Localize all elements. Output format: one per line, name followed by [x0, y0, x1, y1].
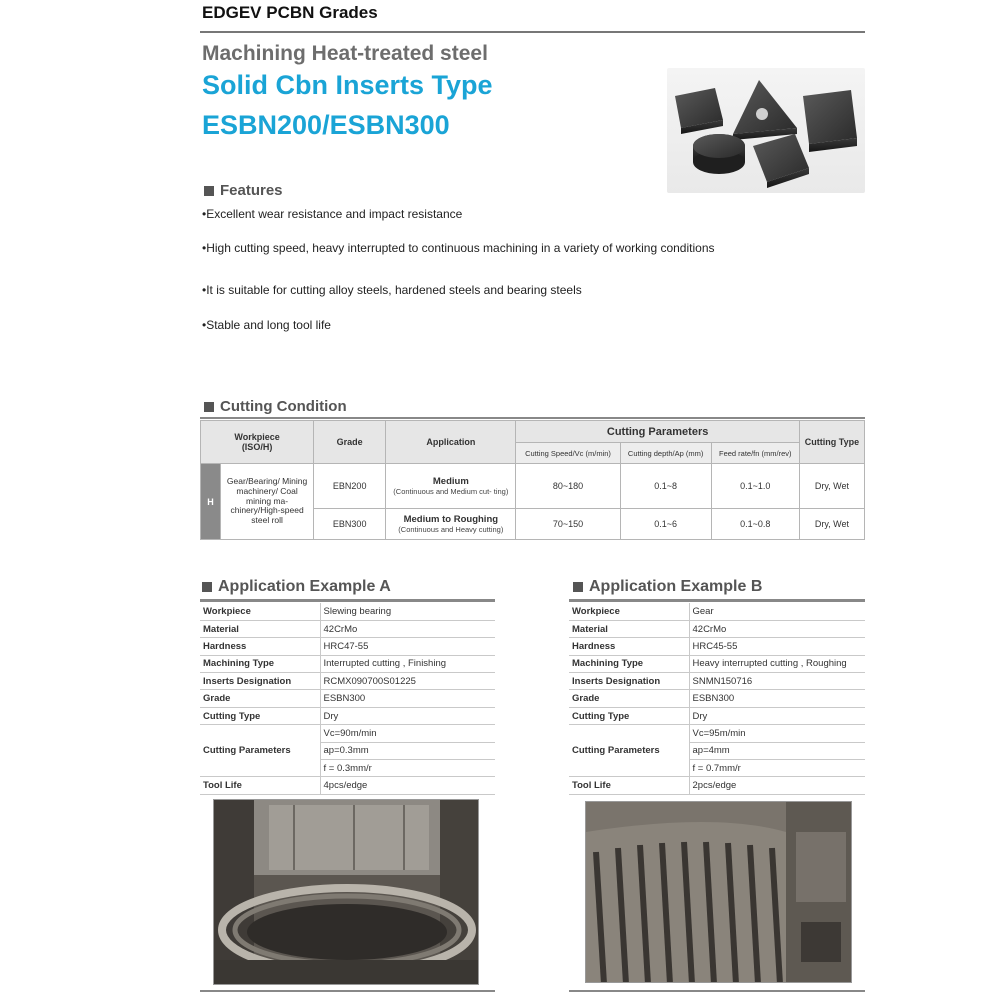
application-example-a-heading: Application Example A [202, 578, 391, 596]
table-row: ap=4mm [569, 742, 865, 759]
product-codes: ESBN200/ESBN300 [202, 110, 450, 140]
feature-item: •Stable and long tool life [202, 318, 331, 332]
speed-cell: 70~150 [516, 509, 620, 540]
square-bullet-icon [204, 186, 214, 196]
example-a-bottom-divider [200, 990, 495, 992]
cutting-condition-divider [200, 417, 865, 419]
example-a-table [200, 603, 495, 795]
depth-cell: 0.1~6 [620, 509, 711, 540]
table-row: Cutting Type Dry [569, 707, 865, 724]
table-row: Workpiece Slewing bearing [200, 603, 495, 620]
feature-item: •High cutting speed, heavy interrupted to continuous machining in a variety of working conditions [202, 241, 715, 255]
square-bullet-icon [204, 402, 214, 412]
cutting-type-header: Cutting Type [799, 421, 864, 464]
cutting-condition-heading: Cutting Condition [204, 398, 347, 415]
header-divider [200, 31, 865, 33]
feature-item: •It is suitable for cutting alloy steels, hardened steels and bearing steels [202, 283, 582, 297]
cutting-type-cell: Dry, Wet [799, 509, 864, 540]
table-row: Cutting Parameters Vc=95m/min [569, 725, 865, 742]
cutting-parameters-header: Cutting Parameters [516, 421, 799, 443]
table-row: Inserts Designation SNMN150716 [569, 673, 865, 690]
cutting-condition-table [200, 420, 865, 540]
example-b-divider [569, 599, 865, 602]
workpiece-header: Workpiece (ISO/H) [201, 421, 314, 464]
square-bullet-icon [573, 582, 583, 592]
table-row: Machining Type Interrupted cutting , Finishing [200, 655, 495, 672]
table-row: f = 0.3mm/r [200, 760, 495, 777]
table-row: Material 42CrMo [200, 620, 495, 637]
example-a-photo [213, 799, 479, 985]
page-title: Solid Cbn Inserts Type [202, 70, 493, 100]
table-row: Machining Type Heavy interrupted cutting , Roughing [569, 655, 865, 672]
iso-class-cell: H [201, 464, 221, 540]
grade-cell: EBN200 [314, 464, 386, 509]
example-b-table [569, 603, 865, 795]
application-cell: Medium to Roughing (Continuous and Heavy cutting) [386, 509, 516, 540]
cutting-type-cell: Dry, Wet [799, 464, 864, 509]
feed-header: Feed rate/fn (mm/rev) [711, 443, 799, 464]
table-row: Hardness HRC47-55 [200, 638, 495, 655]
features-heading: Features [204, 182, 283, 199]
application-header: Application [386, 421, 516, 464]
table-row: Material 42CrMo [569, 620, 865, 637]
table-row: Tool Life 4pcs/edge [200, 777, 495, 794]
feed-cell: 0.1~1.0 [711, 464, 799, 509]
feature-item: •Excellent wear resistance and impact resistance [202, 207, 463, 221]
feed-cell: 0.1~0.8 [711, 509, 799, 540]
table-row: Workpiece Gear [569, 603, 865, 620]
page-subtitle: Machining Heat-treated steel [202, 42, 488, 65]
speed-cell: 80~180 [516, 464, 620, 509]
inserts-product-image [667, 68, 865, 193]
table-row: Cutting Type Dry [200, 707, 495, 724]
speed-header: Cutting Speed/Vc (m/min) [516, 443, 620, 464]
example-b-photo [585, 801, 852, 983]
square-bullet-icon [202, 582, 212, 592]
table-row: Tool Life 2pcs/edge [569, 777, 865, 794]
application-example-b-heading: Application Example B [573, 578, 762, 596]
grade-cell: EBN300 [314, 509, 386, 540]
brand-title: EDGEV PCBN Grades [202, 3, 378, 22]
table-row: ap=0.3mm [200, 742, 495, 759]
workpiece-desc-cell: Gear/Bearing/ Mining machinery/ Coal mining ma- chinery/High-speed steel roll [221, 464, 314, 540]
table-row: Inserts Designation RCMX090700S01225 [200, 673, 495, 690]
table-row: f = 0.7mm/r [569, 760, 865, 777]
table-row: Cutting Parameters Vc=90m/min [200, 725, 495, 742]
application-cell: Medium (Continuous and Medium cut- ting) [386, 464, 516, 509]
table-row: Hardness HRC45-55 [569, 638, 865, 655]
table-row: Grade ESBN300 [200, 690, 495, 707]
depth-header: Cutting depth/Ap (mm) [620, 443, 711, 464]
table-row: Grade ESBN300 [569, 690, 865, 707]
example-b-bottom-divider [569, 990, 865, 992]
depth-cell: 0.1~8 [620, 464, 711, 509]
example-a-divider [200, 599, 495, 602]
grade-header: Grade [314, 421, 386, 464]
